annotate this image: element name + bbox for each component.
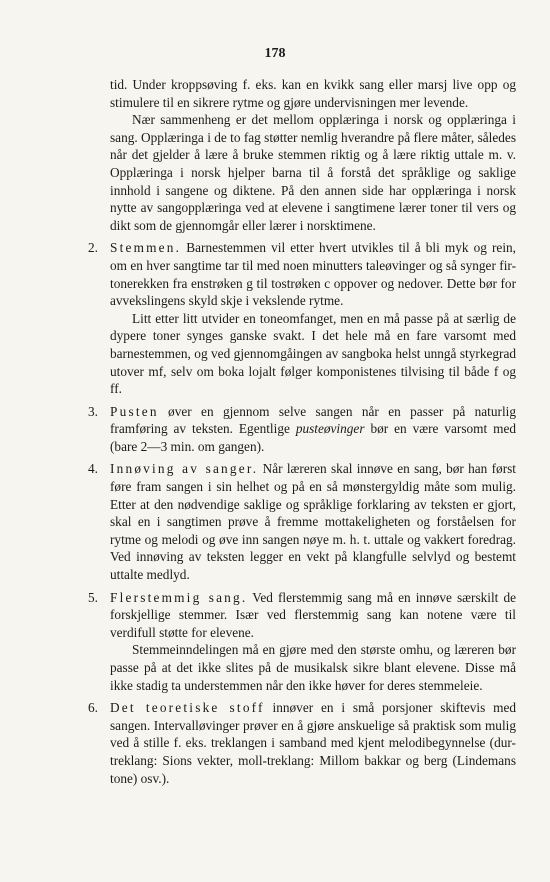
- section-heading: Flerstemmig sang.: [110, 589, 248, 605]
- section-number: 6.: [88, 700, 98, 716]
- section-text: øver en gjennom selve sangen når en passer på naturlig framføring av teksten. Egentlige: [110, 403, 516, 437]
- section-stemmen: [88, 239, 516, 397]
- intro-paragraph-2: Nær sammenheng er det mellom opplæringa i norsk og opplæringa i sang. Opplæringa i de to fag støtter nemlig hverandre på flere måter, således når det gjelder å lære å bruke stemmen riktig og å lære riktig uttale m. v. Opplæringa i norsk hjelper barna til å forstå det språklige og saklige innhold i sangene og diktene. På den annen side har opplæringa i norsk nytte av sangopplæringa ved at elevene i sangtimene lærer toner til vers og dikt som de gjennomgår eller lærer i norsktimene.: [110, 112, 516, 233]
- intro-paragraph-1: tid. Under kroppsøving f. eks. kan en kvikk sang eller marsj live opp og stimulere til en sikrere rytme og gjøre undervisningen mer levende.: [110, 77, 516, 110]
- section-text: Barnestemmen vil etter hvert utvikles til å bli myk og rein, om en hver sangtime tar til med noen minutters taleøvinger og så synger fir-tonerekken fra enstrøken g til tostrøken c oppover og nedover. Dette bør for avvekslingens skyld skje i vekslende rytme.: [110, 240, 516, 309]
- section-number: 5.: [88, 589, 98, 605]
- section-number: 4.: [88, 461, 98, 477]
- section-innoving: [88, 460, 516, 583]
- section-teoretiske: [88, 699, 517, 787]
- page-number: 178: [264, 46, 286, 61]
- section-heading: Innøving av sanger.: [110, 461, 259, 477]
- section-heading: Pusten: [110, 403, 159, 419]
- section-heading: Stemmen.: [110, 240, 182, 256]
- section-text: Når læreren skal innøve en sang, bør han først føre fram sangen i sin helhet og på en så mønstergyldig måte som mulig. Etter at den nødvendige saklige og språklige forklaring av teksten er gjort, skal en i sangtimen prøve å fremme mottakeligheten og forståelsen for rytme og melodi og øve inn sangen nøye m. h. t. uttale og vakkert foredrag. Ved innøving av teksten legger en vekt på klangfulle selvlyd og bestemt uttalte medlyd.: [110, 461, 516, 583]
- section-text-continued: Litt etter litt utvider en toneomfanget, men en må passe på at særlig de dypere toner synges ganske svakt. I det hele må en fare varsomt med barnestemmen, og ved gjennomgåingen av sangboka helst unngå styrkegrad utover mf, selv om boka lojalt følger komponistenes tilvising til både f og ff.: [110, 310, 516, 397]
- page-body: [88, 76, 517, 787]
- section-flerstemmig: [88, 589, 516, 695]
- section-text-continued: Stemmeinndelingen må en gjøre med den største omhu, og læreren bør passe på at det ikke slites på de musikalsk sikre blant elevene. Disse må ikke stadig ta understemmen når den ikke høver for deres stemmeleie.: [110, 642, 516, 693]
- section-number: 3.: [88, 403, 98, 419]
- section-pusten: [88, 403, 517, 456]
- section-text: bør en være varsomt med (bare 2—3 min. om gangen).: [110, 421, 517, 454]
- section-text: innøver en i små porsjoner skiftevis med sangen. Intervalløvinger prøver en å gjøre anskuelige så praktisk som mulig ved å stille f. eks. treklangen i samband med kjent melodibegynnelse (dur-treklang: Sions vekter, moll-treklang: Millom bakkar og berg (Lindemans tone) osv.).: [110, 700, 517, 786]
- emphasized-term: pusteøvinger: [295, 421, 365, 437]
- section-number: 2.: [88, 240, 98, 256]
- section-text: Ved flerstemmig sang må en innøve særskilt de forskjellige stemmer. Især ved flerstemmig sang kan notene være til verdifull støtte for elevene.: [110, 589, 516, 640]
- section-heading: Det teoretiske stoff: [110, 700, 265, 716]
